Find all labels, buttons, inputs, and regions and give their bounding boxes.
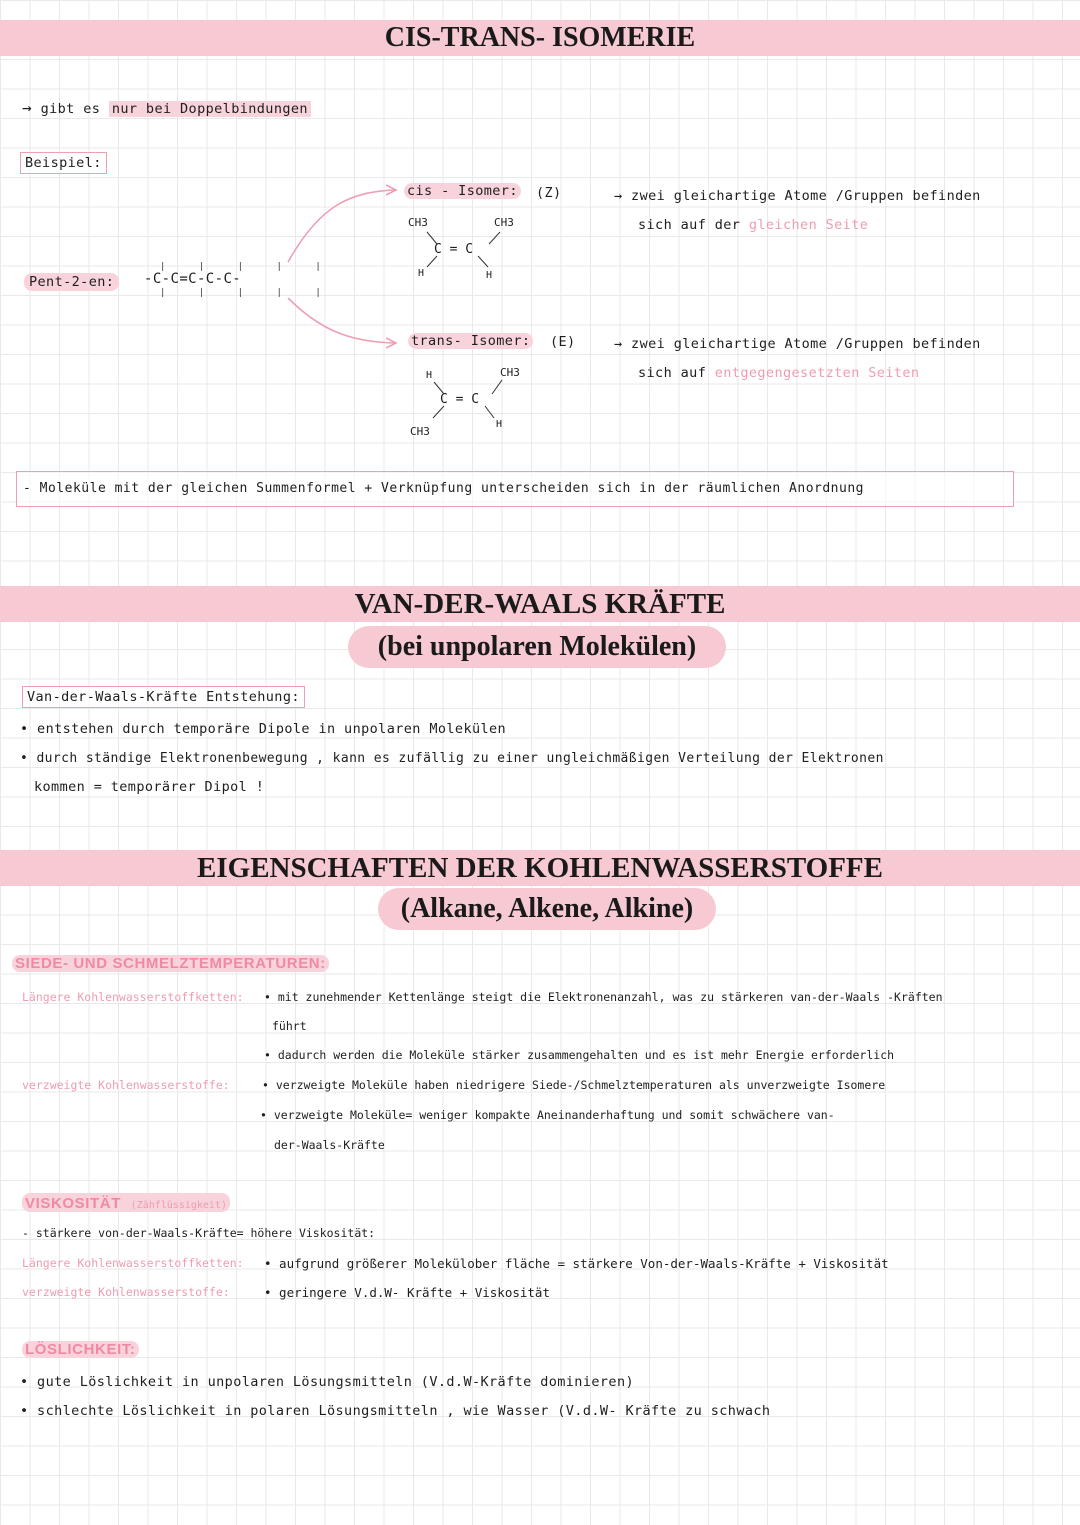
trans-isomer-label: trans- Isomer: [408,333,533,349]
boiling-branched-line2: • verzweigte Moleküle= weniger kompakte Aneinanderhaftung und somit schwächere van- [260,1108,835,1122]
viscosity-label-branched: verzweigte Kohlenwasserstoffe: [22,1285,230,1299]
boiling-longer-line1: • mit zunehmender Kettenlänge steigt die Elektronenanzahl, was zu stärkeren van-der-Waals -Kräften [264,990,943,1004]
trans-desc-highlight: entgegengesetzten Seiten [714,365,920,381]
trans-desc-line2: sich auf entgegengesetzten Seiten [638,365,920,381]
trans-atom-br: H [496,419,503,430]
cis-atom-bl: H [418,268,425,279]
vdw-bullet-1: • entstehen durch temporäre Dipole in unpolaren Molekülen [20,721,507,737]
boiling-label-branched: verzweigte Kohlenwasserstoffe: [22,1078,230,1092]
cis-desc-highlight: gleichen Seite [748,217,869,233]
example-label: Beispiel: [20,152,107,174]
vdw-box-label: Van-der-Waals-Kräfte Entstehung: [22,686,305,708]
viscosity-heading: VISKOSITÄT [25,1195,122,1212]
molecule-name: Pent-2-en: [24,273,119,291]
section-title-cis-trans: CIS-TRANS- ISOMERIE [384,22,696,53]
intro-text: gibt es [40,101,101,117]
section-title-vdw: VAN-DER-WAALS KRÄFTE [354,588,726,620]
trans-atom-tr: CH3 [500,366,520,379]
viscosity-line1: - stärkere von-der-Waals-Kräfte= höhere Viskosität: [22,1226,376,1240]
chain-bonds-top: | | | | | [160,262,335,272]
solubility-line2: • schlechte Löslichkeit in polaren Lösungsmitteln , wie Wasser (V.d.W- Kräfte zu schwach [20,1403,771,1419]
section-title-properties: EIGENSCHAFTEN DER KOHLENWASSERSTOFFE [197,852,883,884]
cis-tag: (Z) [536,185,562,201]
boiling-branched-line3: der-Waals-Kräfte [274,1138,385,1152]
cis-double-bond: C = C [434,242,474,257]
cis-desc-line1: → zwei gleichartige Atome /Gruppen befinden [614,188,981,204]
viscosity-longer-text: • aufgrund größerer Molekülober fläche = stärkere Von-der-Waals-Kräfte + Viskosität [264,1256,889,1271]
trans-tag: (E) [550,334,576,350]
cis-isomer-label: cis - Isomer: [404,183,521,199]
cis-atom-br: H [486,270,493,281]
viscosity-branched-text: • geringere V.d.W- Kräfte + Viskosität [264,1285,550,1300]
section-subtitle-properties: (Alkane, Alkene, Alkine) [378,888,716,930]
chain-bonds-bottom: | | | | | [160,288,335,298]
trans-atom-tl: H [426,370,433,381]
cis-atom-tl: CH3 [408,216,428,229]
summary-box: - Moleküle mit der gleichen Summenformel + Verknüpfung unterscheiden sich in der räumlichen Anordnung [16,471,1014,507]
boiling-branched-line1: • verzweigte Moleküle haben niedrigere Siede-/Schmelztemperaturen als unverzweigte Isomere [262,1078,886,1092]
cis-desc-line2: sich auf der gleichen Seite [638,217,869,233]
solubility-heading: LÖSLICHKEIT: [22,1341,139,1358]
trans-double-bond: C = C [440,392,480,407]
viscosity-heading-wrap [22,1193,230,1212]
trans-desc-line1: → zwei gleichartige Atome /Gruppen befinden [614,336,981,352]
boiling-label-longer: Längere Kohlenwasserstoffketten: [22,990,244,1004]
solubility-line1: • gute Löslichkeit in unpolaren Lösungsmitteln (V.d.W-Kräfte dominieren) [20,1374,634,1390]
viscosity-heading-note: (Zähflüssigkeit) [130,1200,227,1211]
vdw-bullet-2-line2: kommen = temporärer Dipol ! [34,779,265,795]
pentene-chain: -C-C=C-C-C- [144,271,242,287]
viscosity-label-longer: Längere Kohlenwasserstoffketten: [22,1256,244,1270]
boiling-heading: SIEDE- UND SCHMELZTEMPERATUREN: [12,955,329,972]
intro-highlight: nur bei Doppelbindungen [109,101,311,117]
arrow-icon: → [22,98,33,117]
trans-atom-bl: CH3 [410,425,430,438]
boiling-longer-line2: führt [272,1019,307,1033]
cis-atom-tr: CH3 [494,216,514,229]
vdw-bullet-2-line1: • durch ständige Elektronenbewegung , kann es zufällig zu einer ungleichmäßigen Verteilung der Elektronen [20,751,884,766]
section-subtitle-vdw: (bei unpolaren Molekülen) [348,626,726,668]
boiling-longer-line3: • dadurch werden die Moleküle stärker zusammengehalten und es ist mehr Energie erforderlich [264,1048,895,1062]
